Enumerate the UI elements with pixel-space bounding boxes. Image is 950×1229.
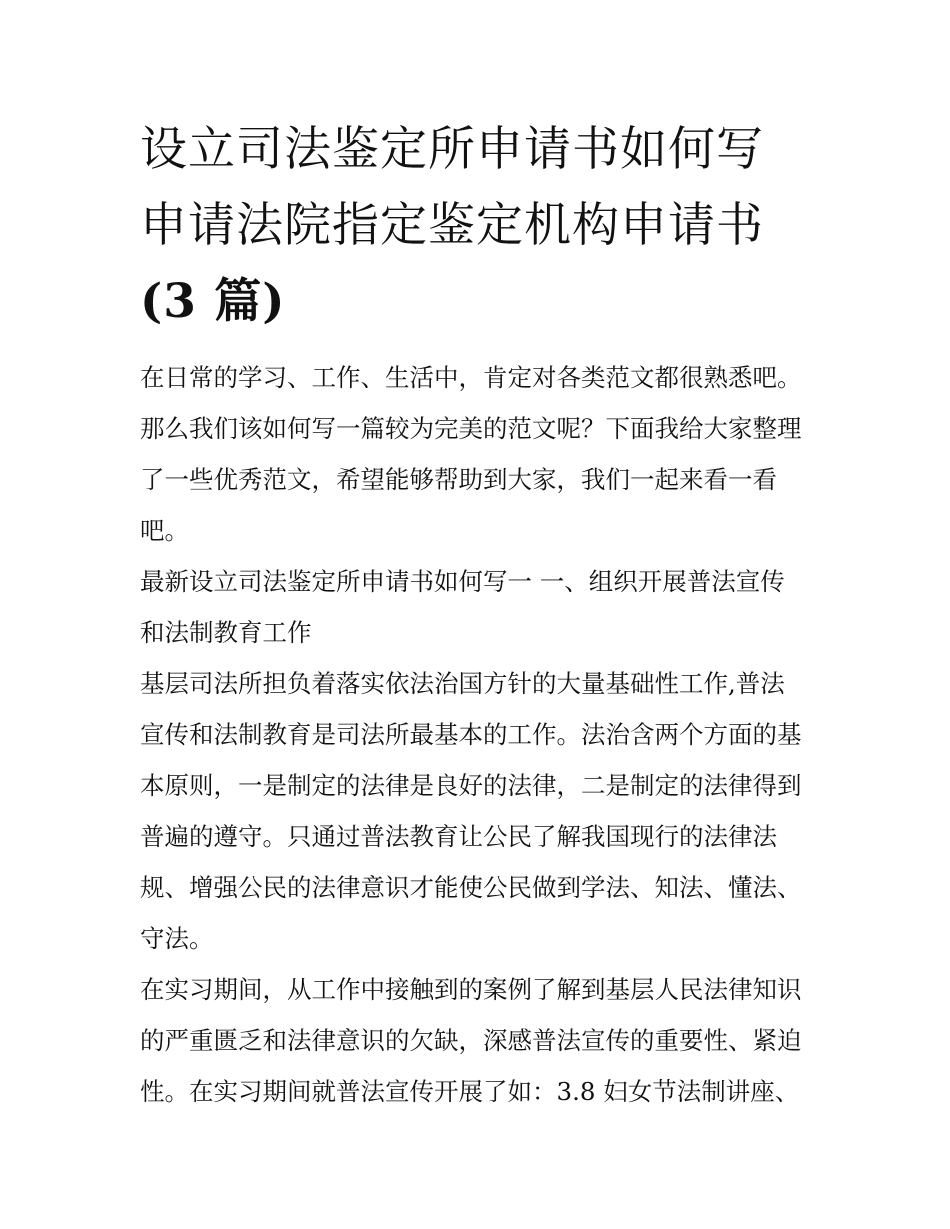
document-title	[140, 112, 840, 340]
paragraph-line: 基层司法所担负着落实依法治国方针的大量基础性工作,普法	[140, 669, 785, 698]
paragraph-line: 在日常的学习、工作、生活中，肯定对各类范文都很熟悉吧。	[140, 363, 802, 392]
paragraph-line: 守法。	[140, 924, 214, 953]
title-line: 设立司法鉴定所申请书如何写	[140, 122, 764, 177]
paragraph-line: 规、增强公民的法律意识才能使公民做到学法、知法、懂法、	[140, 873, 802, 902]
paragraph-intro	[140, 352, 820, 556]
paragraph-line: 和法制教育工作	[140, 618, 312, 647]
paragraph-section-heading	[140, 556, 820, 658]
paragraph-line: 本原则，一是制定的法律是良好的法律，二是制定的法律得到	[140, 771, 802, 800]
paragraph-body-1	[140, 658, 820, 964]
paragraph-line: 普遍的遵守。只通过普法教育让公民了解我国现行的法律法	[140, 822, 777, 851]
paragraph-line: 性。在实习期间就普法宣传开展了如：3.8 妇女节法制讲座、	[140, 1077, 800, 1106]
title-line: 申请法院指定鉴定机构申请书	[140, 198, 764, 253]
document-body	[140, 352, 820, 1117]
paragraph-line: 吧。	[140, 516, 189, 545]
paragraph-line: 的严重匮乏和法律意识的欠缺，深感普法宣传的重要性、紧迫	[140, 1026, 802, 1055]
paragraph-line: 宣传和法制教育是司法所最基本的工作。法治含两个方面的基	[140, 720, 802, 749]
paragraph-line: 最新设立司法鉴定所申请书如何写一 一、组织开展普法宣传	[140, 567, 785, 596]
paragraph-line: 在实习期间，从工作中接触到的案例了解到基层人民法律知识	[140, 975, 802, 1004]
title-line: (3 篇)	[140, 274, 286, 329]
paragraph-line: 那么我们该如何写一篇较为完美的范文呢？下面我给大家整理	[140, 414, 802, 443]
paragraph-line: 了一些优秀范文，希望能够帮助到大家，我们一起来看一看	[140, 465, 777, 494]
paragraph-body-2	[140, 964, 820, 1117]
